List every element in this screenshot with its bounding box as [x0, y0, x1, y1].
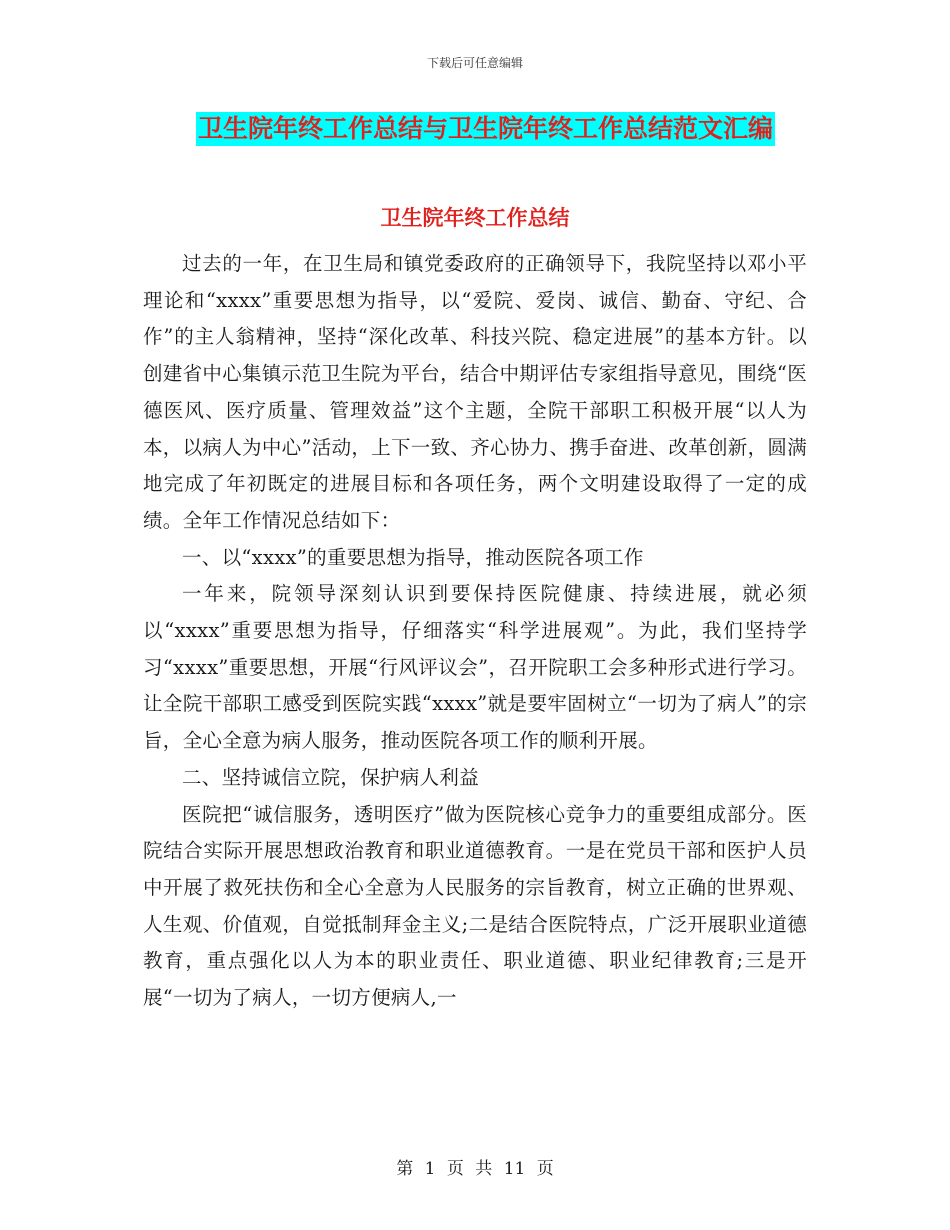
main-title: 卫生院年终工作总结与卫生院年终工作总结范文汇编	[196, 112, 775, 146]
header-note: 下载后可任意编辑	[426, 56, 523, 70]
heading-section-1: 一、以“xxxx”的重要思想为指导，推动医院各项工作	[182, 545, 644, 569]
section-title: 卫生院年终工作总结	[380, 206, 570, 230]
body-text	[143, 246, 807, 1017]
page-footer: 第 1 页 共 11 页	[396, 1159, 554, 1179]
paragraph-intro: 过去的一年，在卫生局和镇党委政府的正确领导下，我院坚持以邓小平理论和“xxxx”重要思想为指导，以“爱院、爱岗、诚信、勤奋、守纪、合作”的主人翁精神，坚持“深化改革、科技兴院、稳定进展”的基本方针。以创建省中心集镇示范卫生院为平台，结合中期评估专家组指导意见，围绕“医德医风、医疗质量、管理效益”这个主题，全院干部职工积极开展“以人为本，以病人为中心”活动，上下一致、齐心协力、携手奋进、改革创新，圆满地完成了年初既定的进展目标和各项任务，两个文明建设取得了一定的成绩。全年工作情况总结如下：	[143, 252, 807, 532]
paragraph-section-1: 一年来，院领导深刻认识到要保持医院健康、持续进展，就必须以“xxxx”重要思想为指导，仔细落实“科学进展观”。为此，我们坚持学习“xxxx”重要思想，开展“行风评议会”，召开院职工会多种形式进行学习。让全院干部职工感受到医院实践“xxxx”就是要牢固树立“一切为了病人”的宗旨，全心全意为病人服务，推动医院各项工作的顺利开展。	[143, 582, 807, 753]
paragraph-section-2: 医院把“诚信服务，透明医疗”做为医院核心竞争力的重要组成部分。医院结合实际开展思想政治教育和职业道德教育。一是在党员干部和医护人员中开展了救死扶伤和全心全意为人民服务的宗旨教育，树立正确的世界观、人生观、价值观，自觉抵制拜金主义;二是结合医院特点，广泛开展职业道德教育，重点强化以人为本的职业责任、职业道德、职业纪律教育;三是开展“一切为了病人，一切方便病人,一	[143, 802, 807, 1010]
heading-section-2: 二、坚持诚信立院，保护病人利益	[182, 765, 480, 789]
